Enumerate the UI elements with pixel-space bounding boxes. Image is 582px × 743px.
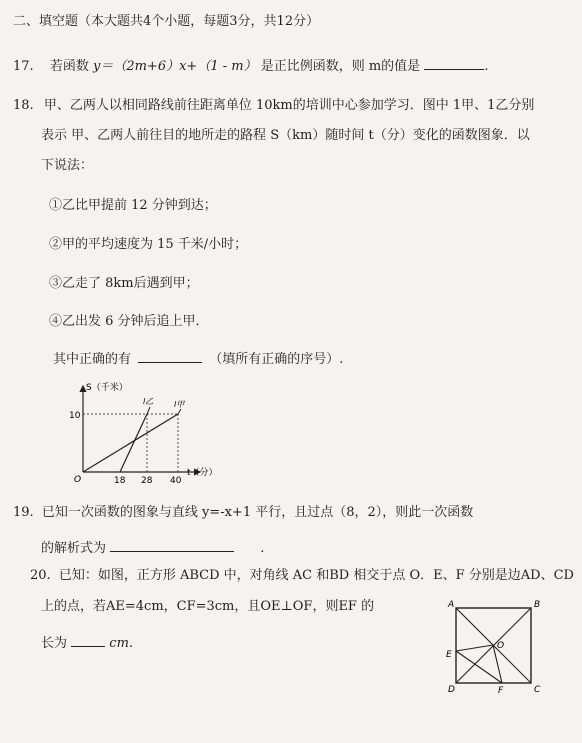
distance-time-graph — [62, 378, 218, 486]
question-18-ask-hint: （填所有正确的序号）. — [209, 352, 344, 367]
question-20-unit: cm. — [109, 636, 134, 651]
answer-blank-17[interactable] — [424, 69, 484, 70]
line-yi-label: l乙 — [143, 397, 154, 406]
y-tick-10: 10 — [69, 411, 81, 421]
vertex-b: B — [534, 600, 541, 610]
vertex-a: A — [448, 600, 455, 610]
question-18-text-1: 甲、乙两人以相同路线前往距离单位 10km的培训中心参加学习．图中 1甲、1乙分别 — [43, 98, 535, 113]
question-19-line2 — [41, 541, 264, 557]
answer-blank-20[interactable] — [71, 646, 105, 647]
question-17-period: . — [484, 59, 489, 74]
origin-label: O — [74, 475, 82, 485]
point-o: O — [497, 641, 505, 651]
question-17-text-end: 是正比例函数，则 m的值是 — [260, 59, 421, 74]
x-tick-40: 40 — [170, 476, 182, 486]
question-19-number: 19. — [13, 505, 34, 520]
question-18-line2: 表示 甲、乙两人前往目的地所走的路程 S（km）随时间 t（分）变化的函数图象．以 — [41, 128, 530, 143]
question-20-text-3: 长为 — [41, 636, 68, 651]
question-18-line1 — [13, 98, 534, 114]
statement-1: ①乙比甲提前 12 分钟到达； — [49, 198, 217, 213]
question-18-ask — [53, 352, 343, 368]
question-18-number: 18. — [13, 98, 34, 113]
square-figure — [440, 597, 550, 697]
section-title: 二、填空题（本大题共4个小题，每题3分，共12分） — [13, 14, 320, 29]
statement-2: ②甲的平均速度为 15 千米/小时； — [49, 237, 248, 252]
line-jia-ext — [178, 409, 181, 414]
question-19 — [13, 505, 473, 521]
question-20-line3 — [41, 636, 133, 652]
point-f: F — [498, 686, 504, 696]
answer-blank-19[interactable] — [110, 551, 234, 552]
vertex-d: D — [448, 685, 455, 695]
question-18-line3: 下说法： — [41, 158, 94, 173]
line-jia — [83, 414, 178, 472]
point-e: E — [446, 650, 452, 660]
segment-oe — [456, 645, 493, 651]
question-17-formula: y＝（2m+6）x+（1 - m） — [92, 59, 257, 74]
line-yi-ext — [147, 407, 150, 414]
question-19-text-2: 的解析式为 — [41, 541, 107, 556]
answer-blank-18[interactable] — [138, 362, 202, 363]
question-20-line2: 上的点，若AE=4cm，CF=3cm，且OE⊥OF，则EF 的 — [41, 599, 375, 614]
question-20-text-1: 已知：如图，正方形 ABCD 中，对角线 AC 和BD 相交于点 O．E、F 分别是边AD、CD — [58, 568, 574, 583]
x-axis-label: t（分） — [187, 468, 218, 478]
y-axis-label: S（千米） — [86, 383, 128, 393]
x-tick-28: 28 — [141, 476, 153, 486]
question-17-number: 17. — [13, 59, 34, 74]
question-20-number: 20. — [30, 568, 51, 583]
question-17 — [13, 59, 488, 75]
question-17-text-start: 若函数 — [49, 59, 89, 74]
question-19-period: . — [260, 541, 265, 556]
question-20-line1 — [30, 568, 574, 584]
x-tick-18: 18 — [114, 476, 126, 486]
statement-4: ④乙出发 6 分钟后追上甲． — [49, 314, 209, 329]
line-yi — [120, 414, 147, 472]
statement-3: ③乙走了 8km后遇到甲； — [49, 276, 199, 291]
line-jia-label: l甲 — [174, 400, 185, 409]
vertex-c: C — [534, 685, 541, 695]
question-18-ask-text: 其中正确的有 — [53, 352, 132, 367]
question-19-text: 已知一次函数的图象与直线 y=-x+1 平行，且过点（8，2），则此一次函数 — [41, 505, 474, 520]
